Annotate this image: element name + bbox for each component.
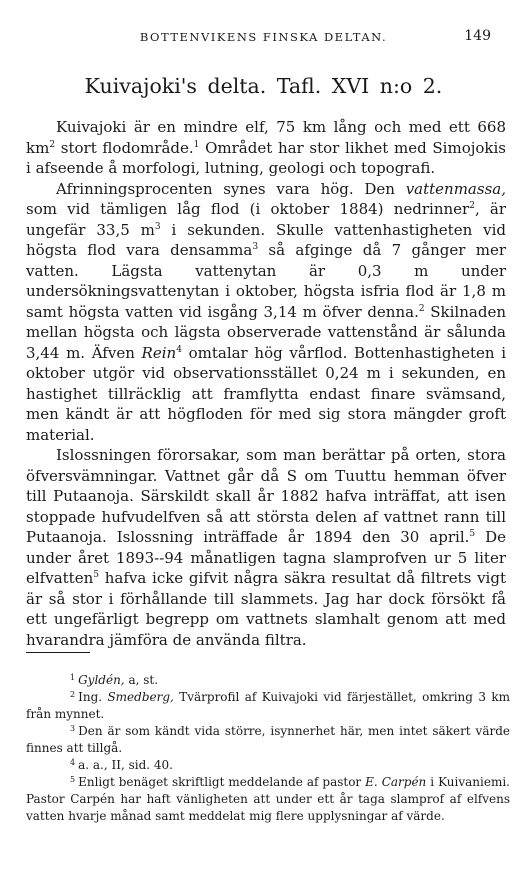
text-run: Islossningen förorsakar, som man berättar på orten, stora öfversvämningar. Vattnet går då S om Tuuttu hemman öfver till Putaanoja. Särskildt skall år 1882 hafva inträffat, att isen stoppade hufvudelfven så att största delen af vattnet rann till Putaanoja. Islossning inträffade år 1894 den 30 april. <box>26 446 506 546</box>
paragraph-2 <box>26 179 506 446</box>
footnote-number: 5 <box>70 775 76 784</box>
footnotes <box>26 672 510 825</box>
footnote-text: a, st. <box>124 673 159 687</box>
superscript: 3 <box>154 221 161 232</box>
footnote <box>26 689 510 723</box>
body-text <box>26 117 506 650</box>
footnote <box>26 757 510 774</box>
footnote-text: Tvärprofil af Kuivajoki vid färjestället, omkring 3 km från mynnet. <box>26 690 511 721</box>
text-run: Området har stor likhet med Simojokis i afseende å morfologi, lutning, geologi och topografi. <box>26 138 506 177</box>
footnote-text: Ing. <box>78 690 108 704</box>
running-header <box>0 30 527 50</box>
footnote-number: 1 <box>70 673 76 682</box>
text-run: i sekunden. Skulle vattenhastigheten vid högsta flod vara densamma <box>26 220 507 259</box>
text-run: hafva icke gifvit några säkra resultat då filtrets vigt är så stor i förhållande till slammets. Jag har dock försökt få ett ungefärligt begrepp om vattnets slamhalt genom att med hvarandra jämföra de använda filtra. <box>26 569 506 649</box>
footnote <box>26 774 510 825</box>
text-run: , är ungefär 33,5 m <box>26 200 507 239</box>
text-run: Afrinningsprocenten synes vara hög. Den <box>56 179 406 198</box>
emphasis: E. Carpén <box>365 775 427 789</box>
footnote-text: Enligt benäget skriftligt meddelande af pastor <box>78 775 366 789</box>
text-run: Kuivajoki är en mindre elf, 75 km lång och med ett 668 km <box>26 118 506 157</box>
text-run: omtalar hög vårflod. Bottenhastigheten i oktober utgör vid observationsstället 0,24 m i sekunden, en hastighet tillräcklig att framflytta endast finare svämsand, men kändt är att högfloden för med sig stora mängder groft material. <box>26 343 506 444</box>
emphasis: Gyldén, <box>78 673 125 687</box>
footnote-text: i Kuivaniemi. Pastor Carpén har haft vänligheten att under ett år taga slamprof af elfvens vatten hvarje månad samt meddelat mig flere upplysningar af värde. <box>26 775 510 823</box>
footnote-ref: 5 <box>93 570 99 580</box>
paragraph-1 <box>26 117 506 179</box>
text-run: stort flodområde. <box>55 138 194 157</box>
superscript: 2 <box>49 139 56 150</box>
footnote-divider <box>26 652 90 653</box>
text-run: som vid tämligen låg flod (i oktober 1884) nedrinner <box>26 200 470 218</box>
footnote-ref: 2 <box>469 201 475 211</box>
footnote-text: Den är som kändt vida större, isynnerhet här, men intet säkert värde finnes att tillgå. <box>26 724 510 755</box>
section-title: Kuivajoki's delta. Tafl. XVI n:o 2. <box>84 74 443 98</box>
footnote <box>26 672 510 689</box>
text-run: De under året 1893--94 månatligen tagna slamprofven ur 5 liter elfvatten <box>26 528 507 587</box>
footnote-ref: 3 <box>252 242 259 252</box>
footnote-ref: 1 <box>193 139 200 150</box>
footnote-number: 4 <box>70 758 76 767</box>
emphasis: Smedberg, <box>107 690 174 704</box>
emphasis: Rein <box>141 343 177 362</box>
footnote <box>26 723 510 757</box>
emphasis: vattenmassa, <box>405 179 506 198</box>
footnote-ref: 5 <box>469 529 476 539</box>
page-number: 149 <box>464 28 491 44</box>
text-run: Skilnaden mellan högsta och lägsta observerade vattenstånd är sålunda 3,44 m. Äfven <box>26 302 506 362</box>
running-title: BOTTENVIKENS FINSKA DELTAN. <box>139 30 388 44</box>
footnote-number: 3 <box>70 724 76 733</box>
footnote-text: a. a., II, sid. 40. <box>78 758 173 772</box>
footnote-ref: 2 <box>418 303 425 314</box>
footnote-ref: 4 <box>176 344 182 355</box>
text-run: så afginge då 7 gånger mer vatten. Lägsta vattenytan är 0,3 m under undersökningsvattenytan i oktober, högsta isfria flod är 1,8 m samt högsta vatten vid isgång 3,14 m öfver denna. <box>26 241 506 321</box>
footnote-number: 2 <box>70 690 76 699</box>
paragraph-3 <box>26 445 506 650</box>
